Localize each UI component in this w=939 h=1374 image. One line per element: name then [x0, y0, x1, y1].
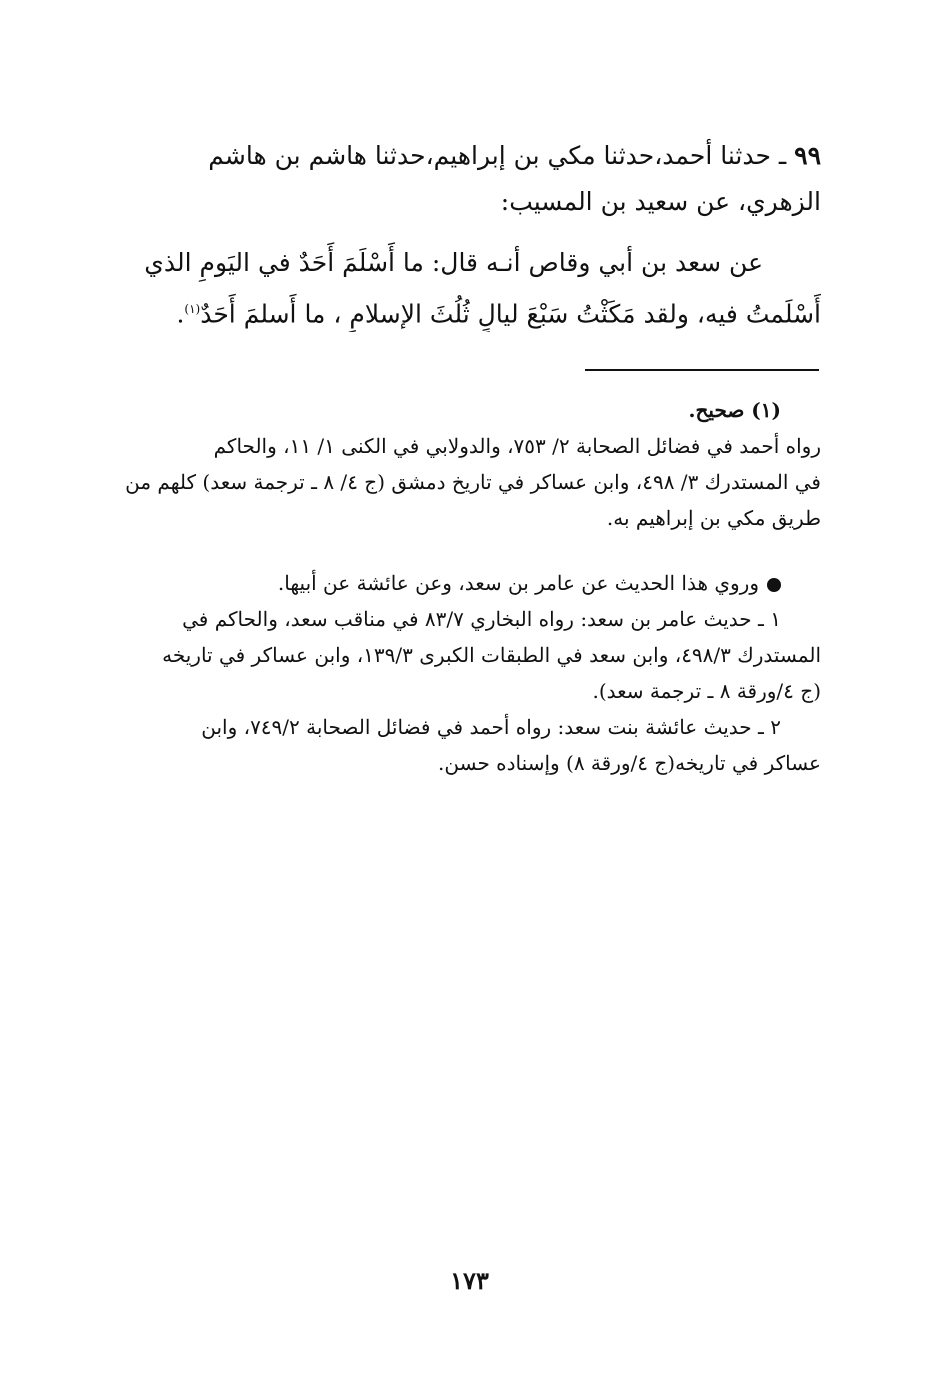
bullet-line: [121, 565, 821, 601]
note-item-1-line-2: المستدرك ٤٩٨/٣، وابن سعد في الطبقات الكبرى ١٣٩/٣، وابن عساكر في تاريخه: [162, 643, 821, 667]
hadith-text: [121, 133, 821, 225]
note-item-1-line-3: (ج ٤/ورقة ٨ ـ ترجمة سعد).: [592, 679, 821, 703]
bullet-line-text: وروي هذا الحديث عن عامر بن سعد، وعن عائشة عن أبيها.: [277, 571, 759, 595]
hadith-isnad-text: ـ حدثنا أحمد،حدثنا مكي بن إبراهيم،حدثنا هاشم بن هاشم: [208, 141, 795, 170]
note-item-1-line-1: ١ ـ حديث عامر بن سعد: رواه البخاري ٨٣/٧ في مناقب سعد، والحاكم في: [182, 607, 781, 631]
footnote-line-2: في المستدرك ٣/ ٤٩٨، وابن عساكر في تاريخ دمشق (ج ٤/ ٨ ـ ترجمة سعد) كلهم من: [125, 470, 821, 494]
hadith-line-1: [121, 133, 821, 179]
bullet-icon: [767, 578, 781, 592]
hadith-line-4-end: .: [176, 299, 185, 329]
footnote: [121, 392, 821, 536]
footnote-divider: [585, 369, 819, 371]
footnote-reference: (١): [184, 302, 201, 316]
page-number: ١٧٣: [450, 1266, 489, 1295]
footnote-line-1: رواه أحمد في فضائل الصحابة ٢/ ٧٥٣، والدولابي في الكنى ١/ ١١، والحاكم: [213, 434, 821, 458]
hadith-number: ٩٩: [794, 141, 821, 170]
note-item-2-line-2: عساكر في تاريخه(ج ٤/ورقة ٨) وإسناده حسن.: [438, 751, 821, 775]
note-item-2-line-1: ٢ ـ حديث عائشة بنت سعد: رواه أحمد في فضائل الصحابة ٧٤٩/٢، وابن: [201, 715, 781, 739]
additional-notes: [121, 565, 821, 781]
hadith-line-4-text: أَسْلَمتُ فيه، ولقد مَكَثْتُ سَبْعَ ليالٍ ثُلُثَ الإسلامِ ، ما أَسلمَ أَحَدٌ: [200, 299, 821, 329]
hadith-line-2: الزهري، عن سعيد بن المسيب:: [500, 187, 821, 216]
hadith-line-4: [121, 286, 821, 332]
hadith-line-3: عن سعد بن أبي وقاص أنـه قال: ما أَسْلَمَ أَحَدٌ في اليَومِ الذي: [144, 248, 763, 277]
footnote-marker: (١) صحيح.: [688, 398, 781, 422]
footnote-line-3: طريق مكي بن إبراهيم به.: [606, 506, 821, 530]
hadith-matn: [121, 240, 821, 332]
